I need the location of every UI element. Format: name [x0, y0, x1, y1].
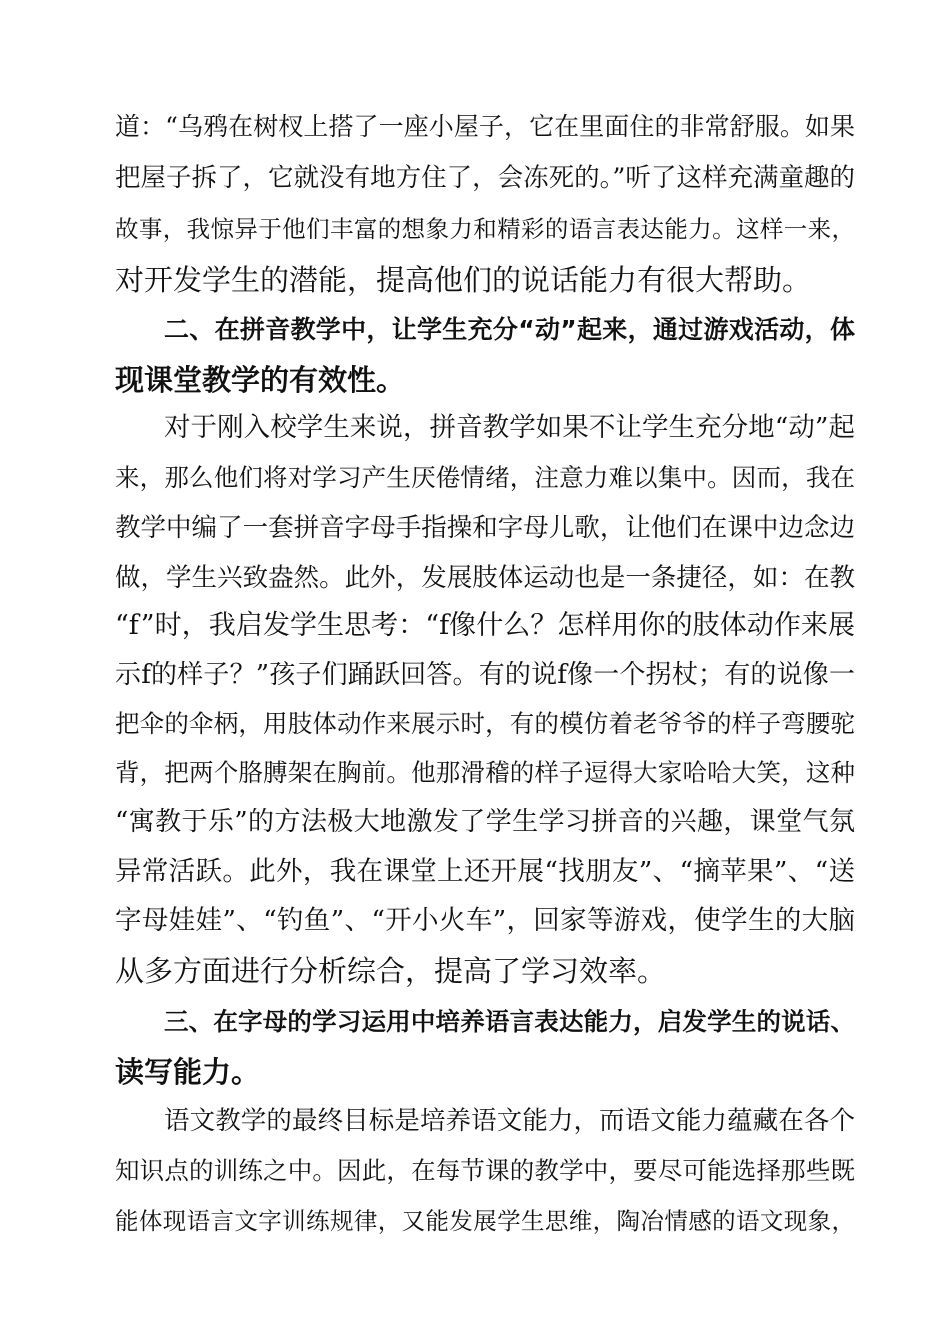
text-line: 教学中编了一套拼音字母手指操和字母儿歌，让他们在课中边念边 [115, 513, 855, 543]
text-line: 对于刚入校学生来说，拼音教学如果不让学生充分地“动”起 [164, 412, 855, 443]
text-line: 知识点的训练之中。因此，在每节课的教学中，要尽可能选择那些既 [115, 1156, 855, 1185]
text-line: 对开发学生的潜能，提高他们的说话能力有很大帮助。 [115, 263, 812, 297]
text-line: 把伞的伞柄，用肢体动作来展示时，有的模仿着老爷爷的样子弯腰驼 [115, 709, 855, 738]
section-heading: 二、在拼音教学中，让学生充分“动”起来，通过游戏活动，体 [164, 315, 855, 344]
text-line: 字母娃娃”、“钓鱼”、“开小火车”，回家等游戏，使学生的大脑 [115, 905, 855, 936]
text-line: 从多方面进行分析综合，提高了学习效率。 [115, 954, 667, 988]
text-line: 故事，我惊异于他们丰富的想象力和精彩的语言表达能力。这样一来， [115, 215, 855, 243]
text-line: 背，把两个胳膊架在胸前。他那滑稽的样子逗得大家哈哈大笑，这种 [115, 758, 855, 787]
text-line: “寓教于乐”的方法极大地激发了学生学习拼音的兴趣，课堂气氛 [115, 807, 855, 837]
text-line: 道：“乌鸦在树杈上搭了一座小屋子，它在里面住的非常舒服。如果 [115, 112, 855, 141]
text-line: “f”时，我启发学生思考：“f像什么？怎样用你的肢体动作来展 [115, 610, 855, 641]
section-heading: 现课堂教学的有效性。 [115, 363, 406, 397]
text-line: 语文教学的最终目标是培养语文能力，而语文能力蕴藏在各个 [164, 1106, 855, 1136]
section-heading: 三、在字母的学习运用中培养语言表达能力，启发学生的说话、 [164, 1007, 855, 1036]
text-line: 能体现语言文字训练规律，又能发展学生思维，陶冶情感的语文现象， [115, 1207, 855, 1235]
text-line: 来，那么他们将对学习产生厌倦情绪，注意力难以集中。因而，我在 [115, 463, 855, 492]
section-heading: 读写能力。 [115, 1055, 261, 1089]
text-line: 做，学生兴致盎然。此外，发展肢体运动也是一条捷径，如：在教 [115, 563, 855, 593]
text-line: 把屋子拆了，它就没有地方住了，会冻死的。”听了这样充满童趣的 [115, 163, 855, 193]
text-line: 异常活跃。此外，我在课堂上还开展“找朋友”、“摘苹果”、“送 [115, 856, 855, 887]
text-line: 示f的样子？”孩子们踊跃回答。有的说f像一个拐杖；有的说像一 [115, 660, 855, 690]
